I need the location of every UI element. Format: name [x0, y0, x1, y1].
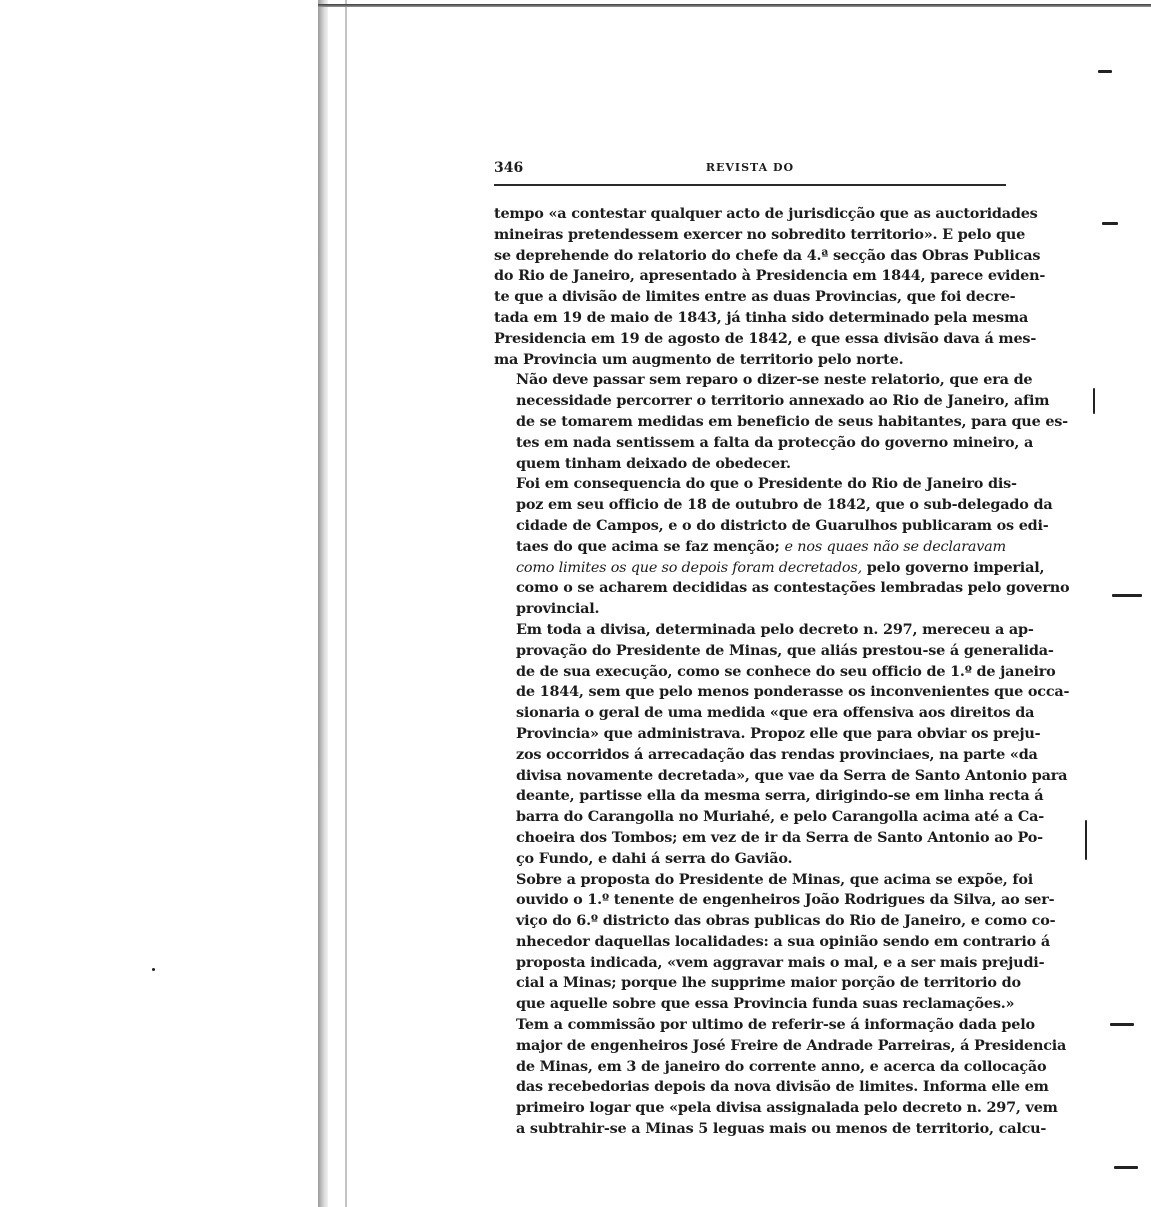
text-line — [494, 558, 1045, 579]
text-line: Sobre a proposta do Presidente de Minas, que acima se expõe, foi — [516, 870, 1034, 888]
text-line: Foi em consequencia do que o Presidente do Rio de Janeiro dis- — [516, 475, 1017, 493]
text-line: mineiras pretendessem exercer no sobredito territorio». E pelo que — [494, 225, 1026, 243]
text-line: provincial. — [516, 600, 600, 618]
book-binding-edge — [318, 0, 328, 1207]
scan-speck — [1102, 222, 1118, 225]
italic-text: e nos quaes não se declaravam — [784, 538, 1007, 555]
text-line: de de sua execução, como se conhece do seu officio de 1.º de janeiro — [516, 662, 1056, 680]
text-line: a subtrahir-se a Minas 5 leguas mais ou menos de territorio, calcu- — [516, 1120, 1047, 1138]
text-run: pelo governo imperial, — [861, 558, 1045, 576]
running-head — [494, 160, 1006, 180]
paragraph — [494, 474, 1070, 620]
text-line: como o se acharem decididas as contestações lembradas pelo governo — [516, 579, 1070, 597]
text-line: zos occorridos á arrecadação das rendas provinciaes, na parte «da — [516, 745, 1038, 763]
text-line: se deprehende do relatorio do chefe da 4.ª secção das Obras Publicas — [494, 246, 1041, 264]
text-line: necessidade percorrer o territorio annexado ao Rio de Janeiro, afim — [516, 392, 1050, 410]
page-number: 346 — [494, 160, 524, 176]
paragraph — [494, 204, 1046, 370]
paragraph — [494, 370, 1068, 474]
text-line: nhecedor daquellas localidades: a sua opinião sendo em contrario á — [516, 932, 1050, 950]
text-line: Em toda a divisa, determinada pelo decreto n. 297, mereceu a ap- — [516, 620, 1034, 638]
text-line: deante, partisse ella da mesma serra, dirigindo-se em linha recta á — [516, 787, 1044, 805]
scan-speck — [1114, 1166, 1138, 1169]
text-line: sionaria o geral de uma medida «que era offensiva aos direitos da — [516, 704, 1035, 722]
text-line: primeiro logar que «pela divisa assignalada pelo decreto n. 297, vem — [516, 1099, 1058, 1117]
text-line: barra do Carangolla no Muriahé, e pelo Carangolla acima até a Ca- — [516, 808, 1044, 826]
scan-speck — [1112, 594, 1142, 597]
paragraph — [494, 620, 1070, 870]
text-line: proposta indicada, «vem aggravar mais o mal, e a ser mais prejudi- — [516, 953, 1045, 971]
text-line: ço Fundo, e dahi á serra do Gavião. — [516, 849, 793, 867]
text-line: te que a divisão de limites entre as duas Provincias, que foi decre- — [494, 288, 1016, 306]
scan-speck — [1110, 1023, 1134, 1026]
text-line — [494, 537, 1006, 558]
text-line: de Minas, em 3 de janeiro do corrente anno, e acerca da collocação — [516, 1057, 1047, 1075]
header-rule — [494, 184, 1006, 186]
text-line: tes em nada sentissem a falta da protecção do governo mineiro, a — [516, 433, 1034, 451]
paragraph — [494, 870, 1056, 1016]
gutter-line — [345, 0, 347, 1207]
text-line: do Rio de Janeiro, apresentado à Presidencia em 1844, parece eviden- — [494, 267, 1046, 285]
text-line: das recebedorias depois da nova divisão de limites. Informa elle em — [516, 1078, 1049, 1096]
text-line: major de engenheiros José Freire de Andrade Parreiras, á Presidencia — [516, 1036, 1067, 1054]
text-line: ouvido o 1.º tenente de engenheiros João Rodrigues da Silva, ao ser- — [516, 891, 1055, 909]
blank-left-margin — [0, 0, 318, 1207]
text-line: Tem a commissão por ultimo de referir-se á informação dada pelo — [516, 1016, 1035, 1034]
scan-speck — [1093, 388, 1095, 414]
text-line: tada em 19 de maio de 1843, já tinha sido determinado pela mesma — [494, 308, 1029, 326]
text-line: viço do 6.º districto das obras publicas do Rio de Janeiro, e como co- — [516, 912, 1056, 930]
text-line: Provincia» que administrava. Propoz elle que para obviar os preju- — [516, 724, 1041, 742]
text-line: tempo «a contestar qualquer acto de jurisdicção que as auctoridades — [494, 205, 1038, 222]
text-line: de 1844, sem que pelo menos ponderasse os inconvenientes que occa- — [516, 683, 1070, 701]
scan-speck — [1085, 820, 1087, 860]
scan-speck — [152, 968, 155, 971]
text-line: provação do Presidente de Minas, que aliás prestou-se á generalida- — [516, 641, 1054, 659]
text-line: ma Provincia um augmento de territorio pelo norte. — [494, 350, 904, 368]
text-line: divisa novamente decretada», que vae da Serra de Santo Antonio para — [516, 766, 1068, 784]
running-title: REVISTA DO — [705, 161, 795, 174]
page-top-edge — [318, 4, 1151, 7]
text-line: que aquelle sobre que essa Provincia funda suas reclamações.» — [516, 995, 1015, 1013]
text-run: taes do que acima se faz menção; — [516, 537, 780, 555]
text-line: Não deve passar sem reparo o dizer-se neste relatorio, que era de — [516, 371, 1033, 389]
text-line: cial a Minas; porque lhe supprime maior porção de territorio do — [516, 974, 1021, 992]
paragraph — [494, 1015, 1067, 1140]
text-line: de se tomarem medidas em beneficio de seus habitantes, para que es- — [516, 412, 1068, 430]
text-line: poz em seu officio de 18 de outubro de 1842, que o sub-delegado da — [516, 496, 1053, 514]
italic-text: como limites os que so depois foram decretados, — [516, 559, 862, 576]
scan-speck — [1098, 70, 1112, 73]
text-line: cidade de Campos, e o do districto de Guarulhos publicaram os edi- — [516, 516, 1049, 534]
text-line: Presidencia em 19 de agosto de 1842, e que essa divisão dava á mes- — [494, 329, 1037, 347]
book-page — [494, 160, 1070, 1140]
text-line: choeira dos Tombos; em vez de ir da Serra de Santo Antonio ao Po- — [516, 828, 1043, 846]
text-line: quem tinham deixado de obedecer. — [516, 454, 791, 472]
